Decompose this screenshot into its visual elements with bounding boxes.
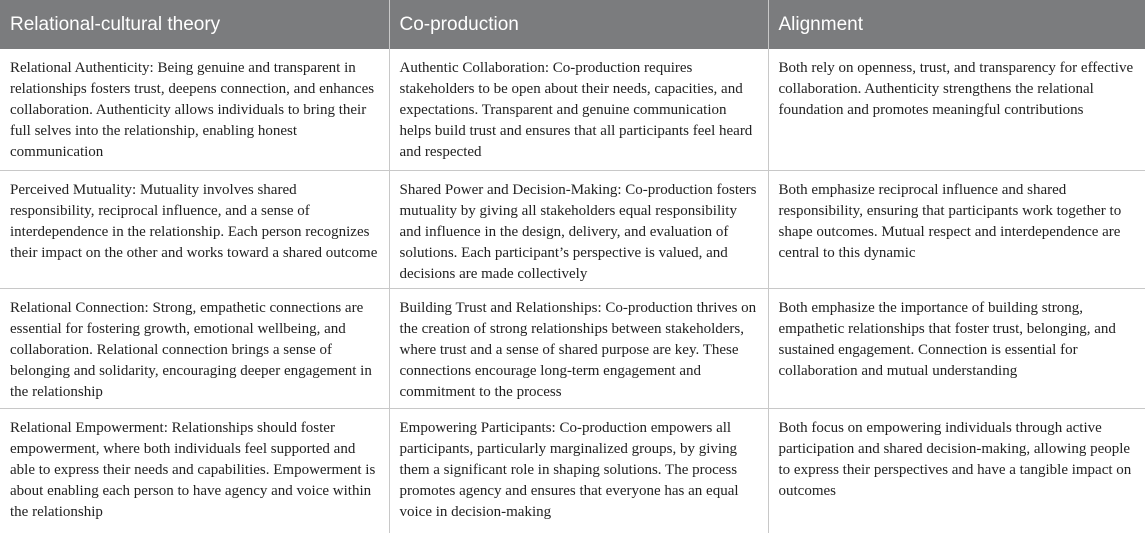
table-cell-alignment: Both focus on empowering individuals through active participation and shared decision-making, allowing people to express their perspectives and have a tangible impact on outcomes [768,408,1145,533]
table-cell-coproduction: Building Trust and Relationships: Co-production thrives on the creation of strong relationships between stakeholders, where trust and a sense of shared purpose are key. These connections encourage long-term engagement and commitment to the process [389,288,768,408]
table-cell-coproduction: Shared Power and Decision-Making: Co-production fosters mutuality by giving all stakeholders equal responsibility and influence in the design, delivery, and evaluation of solutions. Each participant’s perspective is valued, and decisions are made collectively [389,170,768,288]
header-co-production: Co-production [389,0,768,49]
table-cell-alignment: Both emphasize reciprocal influence and shared responsibility, ensuring that participants work together to shape outcomes. Mutual respect and interdependence are central to this dynamic [768,170,1145,288]
table-cell-rct: Relational Empowerment: Relationships should foster empowerment, where both individuals feel supported and able to express their needs and capabilities. Empowerment is about enabling each person to have agency and voice within the relationship [10,419,376,520]
table-cell-alignment: Both emphasize the importance of building strong, empathetic relationships that foster trust, belonging, and sustained engagement. Connection is essential for collaboration and mutual understanding [768,288,1145,408]
table-cell-rct: Relational Authenticity: Being genuine and transparent in relationships fosters trust, deepens connection, and enhances collaboration. Authenticity allows individuals to bring their full selves into the relationship, enabling honest communication [0,49,389,170]
table-row [0,408,1145,533]
table-row [0,288,1145,408]
table-cell-coproduction: Authentic Collaboration: Co-production requires stakeholders to be open about their needs, capacities, and expectations. Transparent and genuine communication helps build trust and ensures that all participants feel heard and respected [389,49,768,170]
header-alignment: Alignment [768,0,1145,49]
table-cell-rct: Relational Connection: Strong, empathetic connections are essential for fostering growth, emotional wellbeing, and collaboration. Relational connection brings a sense of belonging and solidarity, encouraging deeper engagement in the relationship [0,288,389,408]
table-cell-coproduction: Empowering Participants: Co-production empowers all participants, particularly marginalized groups, by giving them a significant role in shaping solutions. The process promotes agency and ensures that everyone has an equal voice in decision-making [389,408,768,533]
table-cell-alignment: Both rely on openness, trust, and transparency for effective collaboration. Authenticity strengthens the relational foundation and promotes meaningful contributions [768,49,1145,170]
header-row [0,0,1145,49]
header-relational-cultural-theory: Relational-cultural theory [0,0,389,49]
table-row [0,170,1145,288]
table-row [0,49,1145,170]
table-cell-rct: Perceived Mutuality: Mutuality involves shared responsibility, reciprocal influence, and a sense of interdependence in the relationship. Each person recognizes their impact on the other and works toward a shared outcome [0,170,389,288]
